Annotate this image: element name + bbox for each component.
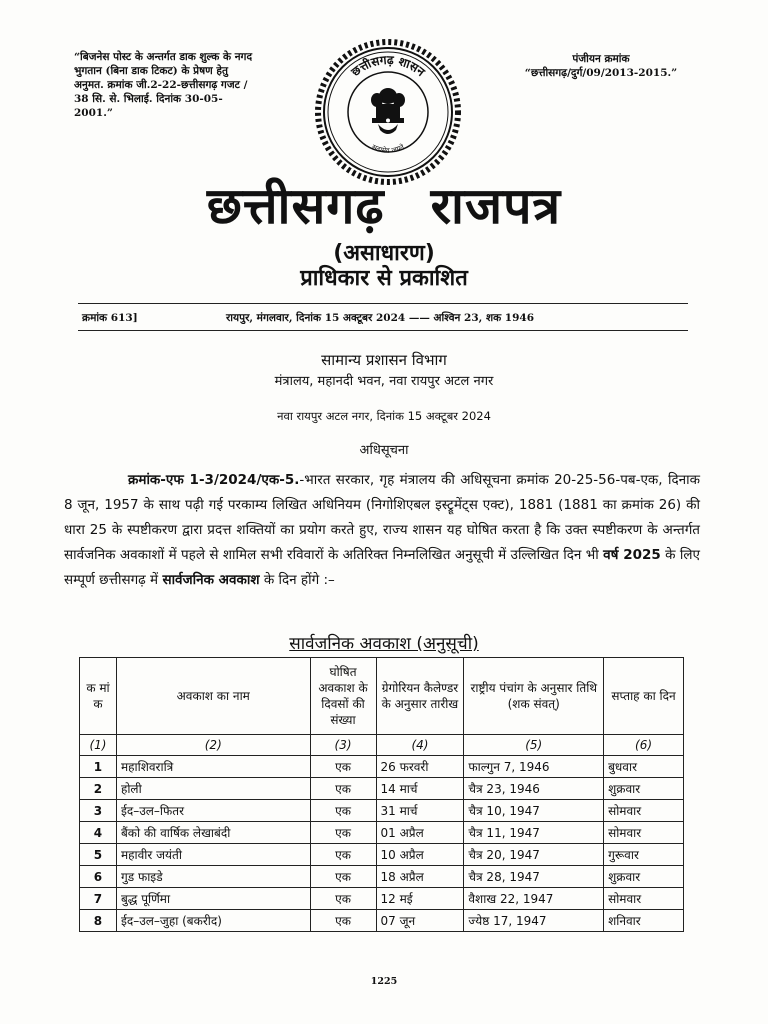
cell-weekday: शुक्रवार [604, 778, 684, 800]
reference-number: क्रमांक-एफ 1-3/2024/एक-5. [128, 472, 300, 488]
cell-days: एक [310, 866, 376, 888]
cell-days: एक [310, 888, 376, 910]
top-divider [78, 303, 688, 304]
table-row [80, 844, 684, 866]
column-number: (1) [80, 735, 117, 756]
column-number: (2) [116, 735, 310, 756]
cell-weekday: सोमवार [604, 888, 684, 910]
lion-capital-icon [371, 88, 405, 134]
column-number: (6) [604, 735, 684, 756]
table-header-row [80, 658, 684, 735]
header-gregorian-date: ग्रेगोरियन कैलेण्डर के अनुसार तारीख [376, 658, 464, 735]
department-name: सामान्य प्रशासन विभाग [321, 351, 447, 369]
body-year: वर्ष 2025 [603, 547, 661, 563]
cell-saka: चैत्र 10, 1947 [464, 800, 604, 822]
cell-saka: चैत्र 20, 1947 [464, 844, 604, 866]
cell-date: 07 जून [376, 910, 464, 932]
cell-weekday: शुक्रवार [604, 866, 684, 888]
cell-serial: 4 [80, 822, 117, 844]
postal-permit-note: “बिजनेस पोस्ट के अन्तर्गत डाक शुल्क के नगद भुगतान (बिना डाक टिकट) के प्रेषण हेतु अनुमत. क्रमांक जी.2-22-छत्तीसगढ़ गजट / 38 सि. से. भिलाई. दिनांक 30-05-2001.” [74, 51, 253, 119]
cell-serial: 5 [80, 844, 117, 866]
bottom-divider [78, 330, 688, 331]
cell-holiday-name: होली [116, 778, 310, 800]
extraordinary-label: (असाधारण) [333, 241, 435, 266]
cell-holiday-name: बैंको की वार्षिक लेखाबंदी [116, 822, 310, 844]
cell-holiday-name: महाशिवरात्रि [116, 756, 310, 778]
notification-body [64, 468, 700, 593]
cell-date: 31 मार्च [376, 800, 464, 822]
cell-days: एक [310, 800, 376, 822]
cell-saka: ज्येष्ठ 17, 1947 [464, 910, 604, 932]
emblem-text-top: छत्तीसगढ़ शासन [348, 52, 428, 80]
cell-days: एक [310, 778, 376, 800]
cell-date: 01 अप्रैल [376, 822, 464, 844]
cell-serial: 1 [80, 756, 117, 778]
cell-saka: चैत्र 23, 1946 [464, 778, 604, 800]
column-number: (3) [310, 735, 376, 756]
cell-date: 14 मार्च [376, 778, 464, 800]
cell-serial: 2 [80, 778, 117, 800]
cell-holiday-name: ईद–उल–फितर [116, 800, 310, 822]
cell-days: एक [310, 822, 376, 844]
cell-weekday: शनिवार [604, 910, 684, 932]
header-weekday: सप्ताह का दिन [604, 658, 684, 735]
cell-date: 12 मई [376, 888, 464, 910]
cell-date: 18 अप्रैल [376, 866, 464, 888]
cell-date: 26 फरवरी [376, 756, 464, 778]
body-text-1: -भारत सरकार, गृह मंत्रालय की अधिसूचना क्रमांक 20-25-56-पब-एक, दिनाक 8 जून, 1957 के साथ पढ़ी गई परकाम्य लिखित अधिनियम (निगोशिएबल इस्ट्रूमेंट्स एक्ट), 1881 (1881 का क्रमांक 26) की धारा 25 के स्पष्टीकरण द्वारा प्रदत्त शक्तियों का प्रयोग करते हुए, राज्य शासन यह घोषित करता है कि उक्त स्पष्टीकरण के अन्तर्गत सार्वजनिक अवकाशों में पहले से शामिल सभी रविवारों के अतिरिक्त निम्नलिखित अनुसूची में उल्लिखित दिन भी [64, 472, 700, 563]
gazette-title [0, 170, 768, 238]
table-row [80, 888, 684, 910]
cell-saka: फाल्गुन 7, 1946 [464, 756, 604, 778]
cell-saka: वैशाख 22, 1947 [464, 888, 604, 910]
body-text-2: के लिए सम्पूर्ण छत्तीसगढ़ में [64, 547, 700, 588]
registration-number: “छत्तीसगढ़/दुर्ग/09/2013-2015.” [524, 67, 678, 79]
notice-dateline: नवा रायपुर अटल नगर, दिनांक 15 अक्टूबर 2024 [277, 409, 491, 423]
table-row [80, 822, 684, 844]
column-number-row [80, 735, 684, 756]
cell-days: एक [310, 910, 376, 932]
cell-weekday: सोमवार [604, 800, 684, 822]
table-row [80, 866, 684, 888]
cell-saka: चैत्र 28, 1947 [464, 866, 604, 888]
header-saka-date: राष्ट्रीय पंचांग के अनुसार तिथि (शक संवत्) [464, 658, 604, 735]
table-row [80, 910, 684, 932]
emblem-text-bottom: सत्यमेव जयते [370, 143, 406, 155]
body-text-3: के दिन होंगे :– [263, 572, 335, 588]
cell-serial: 7 [80, 888, 117, 910]
title-part-1: छत्तीसगढ़ [206, 176, 385, 235]
cell-date: 10 अप्रैल [376, 844, 464, 866]
table-row [80, 778, 684, 800]
table-row [80, 800, 684, 822]
cell-saka: चैत्र 11, 1947 [464, 822, 604, 844]
registration-label: पंजीयन क्रमांक [572, 53, 630, 65]
authority-label: प्राधिकार से प्रकाशित [300, 266, 468, 291]
notification-title: अधिसूचना [359, 443, 409, 458]
body-holiday: सार्वजनिक अवकाश [162, 572, 260, 588]
schedule-title: सार्वजनिक अवकाश (अनुसूची) [289, 634, 479, 654]
cell-weekday: गुरूवार [604, 844, 684, 866]
header-holiday-name: अवकाश का नाम [116, 658, 310, 735]
state-emblem-seal [314, 38, 462, 186]
svg-text:सत्यमेव जयते [371, 142, 407, 155]
title-part-2: राजपत्र [430, 176, 562, 235]
page-number: 1225 [370, 976, 398, 987]
cell-serial: 6 [80, 866, 117, 888]
cell-holiday-name: बुद्ध पूर्णिमा [116, 888, 310, 910]
table-row [80, 756, 684, 778]
column-number: (4) [376, 735, 464, 756]
cell-days: एक [310, 756, 376, 778]
cell-days: एक [310, 844, 376, 866]
svg-text:छत्तीसगढ़ शासन [348, 53, 429, 80]
cell-serial: 3 [80, 800, 117, 822]
header-serial: क मां क [80, 658, 117, 735]
holiday-schedule-table [79, 657, 684, 932]
issue-dateline: रायपुर, मंगलवार, दिनांक 15 अक्टूबर 2024 —— अश्विन 23, शक 1946 [226, 312, 535, 324]
cell-holiday-name: गुड फाइडे [116, 866, 310, 888]
cell-serial: 8 [80, 910, 117, 932]
cell-holiday-name: ईद–उल–जुहा (बकरीद) [116, 910, 310, 932]
issue-number: क्रमांक 613] [82, 312, 138, 324]
cell-weekday: सोमवार [604, 822, 684, 844]
cell-weekday: बुधवार [604, 756, 684, 778]
header-days-count: घोषित अवकाश के दिवसों की संख्या [310, 658, 376, 735]
cell-holiday-name: महावीर जयंती [116, 844, 310, 866]
column-number: (5) [464, 735, 604, 756]
registration-block [506, 52, 696, 80]
department-address: मंत्रालय, महानदी भवन, नवा रायपुर अटल नगर [274, 374, 494, 389]
